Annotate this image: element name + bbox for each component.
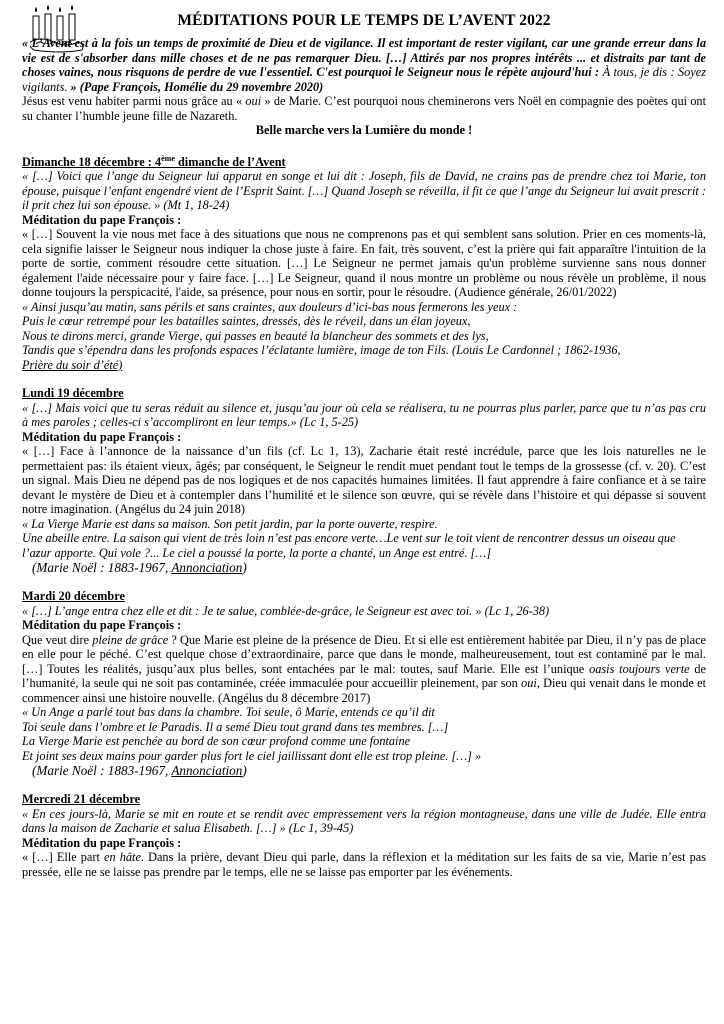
poem-line: Une abeille entre. La saison qui vient de très loin n’est pas encore verte…Le vent sur le toit vient de rencontrer dessus un oiseau que l’azur apporte. Qui vole ?... Le ciel a poussé la porte, la porte a chanté, un Ange est entré. […] (22, 531, 676, 560)
meditation-label: Méditation du pape François : (22, 212, 182, 227)
meditation-label: Méditation du pape François : (22, 429, 182, 444)
poem-line: La Vierge Marie est penchée au bord de son cœur profond comme une fontaine (22, 734, 411, 749)
meditation-text: Que veut dire pleine de grâce ? Que Marie est pleine de la présence de Dieu. Et si elle est entièrement habitée par Dieu, il n’y pas de place en elle pour le péché. C’est quelque chose d’extraordinaire, parce que dans le monde, malheureusement, tout est contaminé par le mal. […] Toutes les réalités, jusqu’aux plus belles, sont entachées par le mal: toutes, sauf Marie. Elle est l’unique oasis toujours verte de l’humanité, la seule qui ne soit pas contaminée, créée immaculée pour accueillir pleinement, par son oui, Dieu qui venait dans le monde et commencer ainsi une histoire nouvelle. (Angélus du 8 décembre 2017) (22, 632, 707, 705)
section-date: Dimanche 18 décembre : 4ème dimanche de l’Avent (22, 153, 286, 169)
poem-line: Tandis que s’épendra dans les profonds espaces l’éclatante lumière, image de ton Fils. (Louis Le Cardonnel ; 1862-1936, (22, 343, 621, 358)
intro-closing: Belle marche vers la Lumière du monde ! (255, 123, 473, 137)
poem-line: « Ainsi jusqu’au matin, sans périls et sans craintes, aux douleurs d’ici-bas nous fermerons les yeux : (22, 299, 518, 314)
poem-line: Toi seule dans l’ombre et le Paradis. Il a semé Dieu tout grand dans tes membres. […] (22, 719, 449, 734)
gospel-text: « […] Voici que l’ange du Seigneur lui apparut en songe et lui dit : Joseph, fils de David, ne crains pas de prendre chez toi Marie, ton épouse, puisque l’enfant engendré vient de l’Esprit Saint. […] Quand Joseph se réveilla, il fit ce que l’ange du Seigneur lui avait prescrit : il prit chez lui son épouse. » (Mt 1, 18-24) (22, 169, 706, 213)
gospel-text: « […] L’ange entra chez elle et dit : Je te salue, comblée-de-grâce, le Seigneur est avec toi. » (Lc 1, 26-38) (22, 603, 550, 618)
gospel-text: « En ces jours-là, Marie se mit en route et se rendit avec empressement vers la région montagneuse, dans une ville de Judée. Elle entra dans la maison de Zacharie et salua Elisabeth. […] » (Lc 1, 39-45) (22, 806, 706, 836)
meditation-label: Méditation du pape François : (22, 618, 182, 633)
gospel-text: « […] Mais voici que tu seras réduit au silence et, jusqu’au jour où cela se réalisera, tu ne pourras plus parler, parce que tu n’as pas cru à mes paroles ; celles-ci s’accompliront en leur temps.» (Lc 1, 5-25) (22, 400, 706, 430)
poem-signature: (Marie Noël : 1883-1967, Annonciation) (32, 763, 247, 779)
poem-signature: (Marie Noël : 1883-1967, Annonciation) (32, 560, 247, 576)
page-title: MÉDITATIONS POUR LE TEMPS DE L’AVENT 2022 (177, 12, 551, 29)
intro-quote: « L’Avent est à la fois un temps de proximité de Dieu et de vigilance. Il est important de rester vigilant, car une grande erreur dans la vie est de s'absorber dans mille choses et de ne pas remarquer Dieu. […] Attirés par nos propres intérêts ... et distraits par tant de choses vaines, nous risquons de perdre de vue l'essentiel. C'est pourquoi le Seigneur nous le répète aujourd'hui : À tous, je dis : Soyez vigilants. » (Pape François, Homélie du 29 novembre 2020) (22, 36, 706, 94)
poem-line: Nous te dirons merci, grande Vierge, qui passes en beauté la blancheur des sommets et des lys, (22, 328, 489, 343)
meditation-text: « […] Souvent la vie nous met face à des situations que nous ne comprenons pas et qui semblent sans solution. Prier en ces moments-là, cela signifie laisser le Seigneur nous indiquer la chose juste à faire. En fait, très souvent, c’est la prière qui fait apparaître l'intuition de la porte de sortie, comment résoudre cette situation. […] Le Seigneur ne permet jamais qu'un problème survienne sans nous donner également l'aide nécessaire pour y faire face. […] Le Seigneur, quand il nous montre un problème ou nous révèle un problème, il nous donne toujours la perspicacité, l'aide, sa présence, pour nous en sortir, pour le résoudre. (Audience générale, 26/01/2022) (22, 227, 706, 300)
meditation-label: Méditation du pape François : (22, 835, 182, 850)
document-page (22, 6, 706, 879)
section-date: Mardi 20 décembre (22, 589, 125, 604)
poem-source: Prière du soir d’été) (22, 357, 123, 372)
section-date: Mercredi 21 décembre (22, 792, 141, 807)
poem-line: « Un Ange a parlé tout bas dans la chambre. Toi seule, ô Marie, entends ce qu’il dit (22, 705, 435, 720)
intro-paragraph: Jésus est venu habiter parmi nous grâce au « oui » de Marie. C’est pourquoi nous cheminerons vers Noël en compagnie des poètes qui ont su chanter l’humble jeune fille de Nazareth. (22, 94, 706, 123)
meditation-text: « […] Elle part en hâte. Dans la prière, devant Dieu qui parle, dans la réflexion et la méditation sur les faits de sa vie, Marie n’est pas pressée, elle ne se laisse pas prendre par le temps, elle ne se laisse pas emporter par les événements. (22, 850, 706, 879)
poem-line: « La Vierge Marie est dans sa maison. Son petit jardin, par la porte ouverte, respire. (22, 516, 438, 531)
poem-line: Et joint ses deux mains pour garder plus fort le ciel jaillissant dont elle est trop pleine. […] » (22, 748, 482, 763)
meditation-text: « […] Face à l’annonce de la naissance d’un fils (cf. Lc 1, 13), Zacharie était resté incrédule, parce que les lois naturelles ne le permettaient pas: ils étaient vieux, âgés; par conséquent, le Seigneur le rendit muet pendant tout le temps de la grossesse (cf. v. 20). C’est un signal. Mais Dieu ne dépend pas de nos logiques et de nos capacités humaines limitées. Il faut apprendre à faire confiance et à se taire devant le mystère de Dieu et à contempler dans l’humilité et le silence son œuvre, qui se révèle dans l’histoire et qui dépasse si souvent notre imagination. (Angélus du 24 juin 2018) (22, 444, 706, 517)
section-date: Lundi 19 décembre (22, 386, 124, 401)
poem-line: Puis le cœur retrempé pour les batailles saintes, dressés, dès le réveil, dans un élan joyeux, (22, 314, 471, 329)
